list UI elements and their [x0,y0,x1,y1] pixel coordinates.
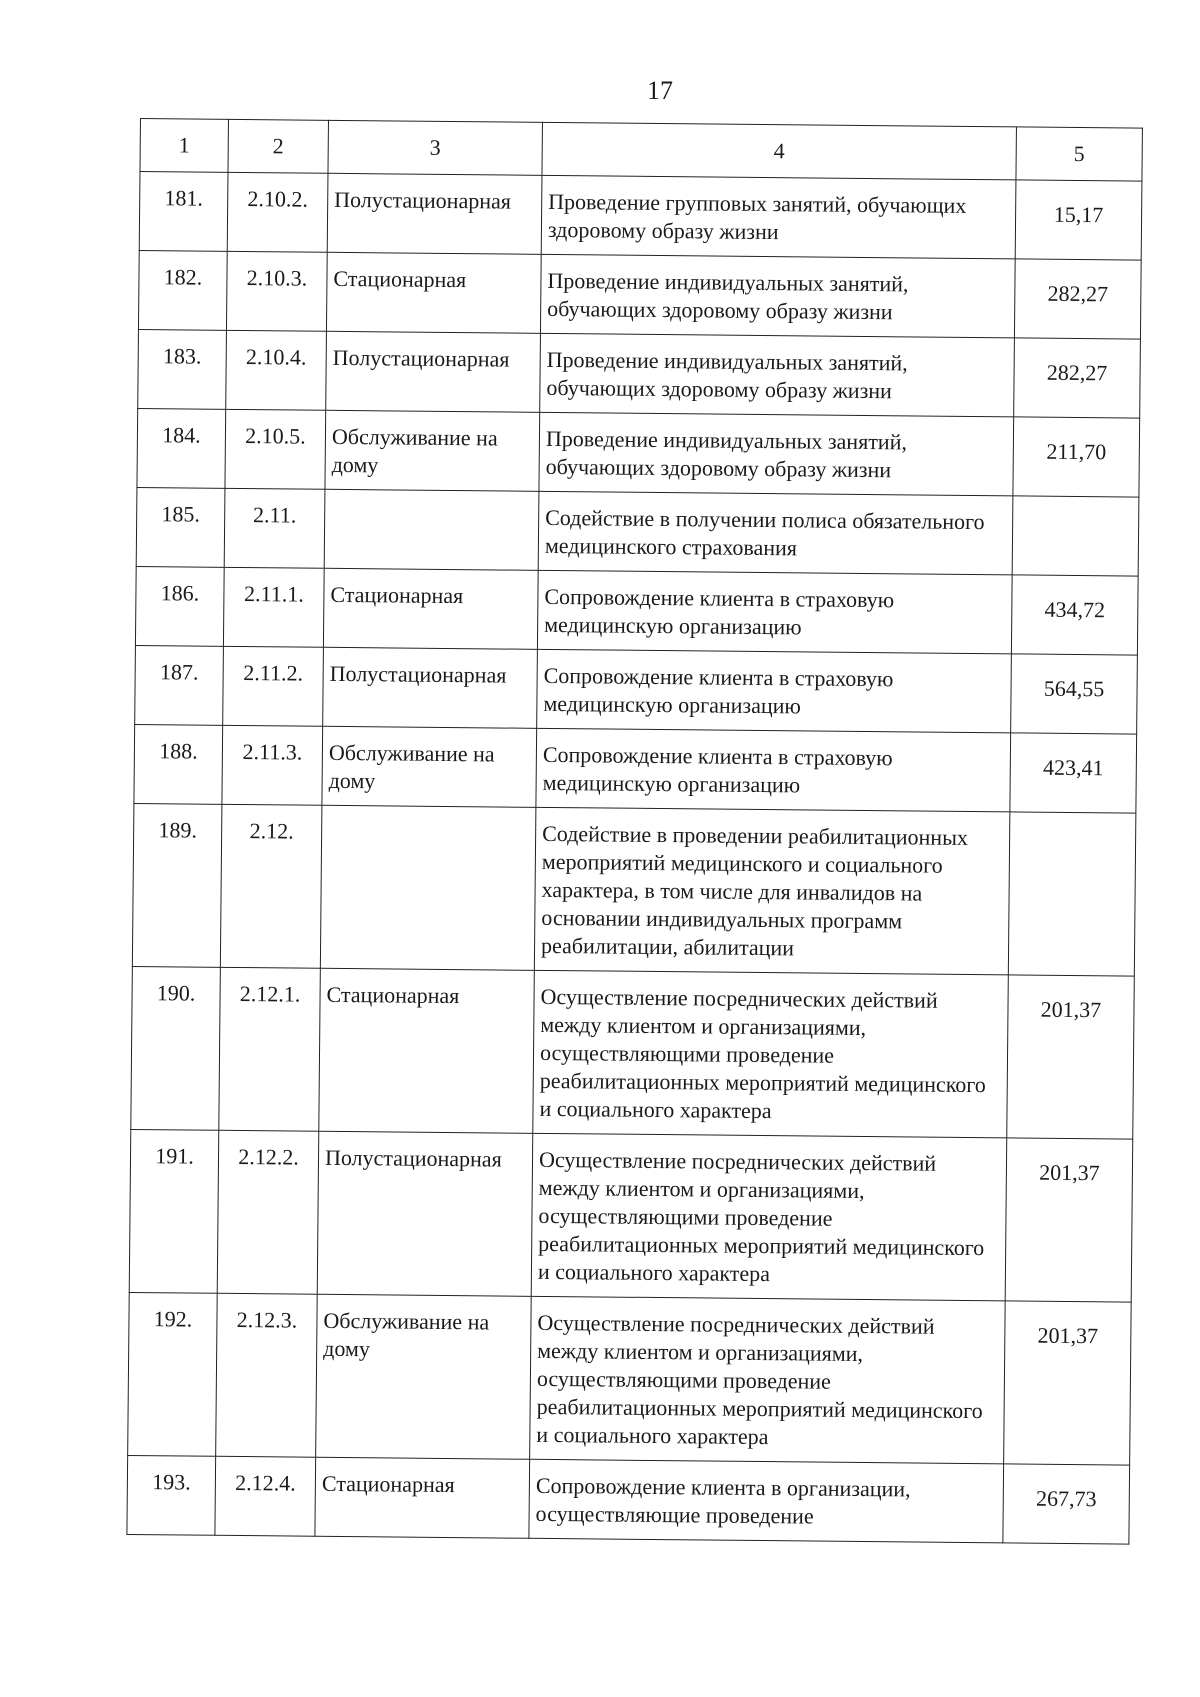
service-form: Стационарная [326,252,541,333]
table-row [128,1292,1132,1465]
service-description: Сопровождение клиента в страховую медицинскую организацию [537,570,1012,654]
table-row [135,645,1138,734]
service-description: Осуществление посреднических действий между клиентом и организациями, осуществляющими проведение реабилитационных мероприятий медицинского и социального характера [530,1296,1006,1464]
service-code: 2.11. [224,488,325,568]
table-body [127,172,1142,1545]
row-number: 188. [134,724,223,804]
service-price: 434,72 [1011,575,1138,655]
service-price: 201,37 [1007,975,1135,1139]
row-number: 193. [127,1455,216,1535]
service-code: 2.11.1. [223,567,324,647]
table-row [131,966,1135,1139]
row-number: 186. [135,566,224,646]
service-form: Стационарная [323,568,538,649]
table-row [138,329,1141,418]
header-col-3: 3 [328,120,542,175]
page-number: 17 [647,76,673,105]
service-code: 2.10.4. [226,330,327,410]
row-number: 192. [128,1292,218,1456]
header-row [140,119,1142,182]
service-description: Сопровождение клиента в страховую медицинскую организацию [537,649,1012,733]
table-row [132,803,1136,976]
services-table-wrapper [126,118,1142,1545]
service-price: 267,73 [1003,1464,1130,1544]
service-description: Проведение групповых занятий, обучающих здоровому образу жизни [541,175,1016,259]
header-col-4: 4 [542,122,1016,180]
table-row [135,566,1138,655]
header-col-2: 2 [228,119,329,173]
service-form: Полустационарная [327,173,542,254]
row-number: 181. [139,172,228,252]
service-price [1008,812,1136,976]
service-form [324,489,539,570]
service-description: Содействие в проведении реабилитационных мероприятий медицинского и социального характера, в том числе для инвалидов на основании индивидуальных программ реабилитации, абилитации [534,807,1010,975]
service-code: 2.12. [220,804,322,968]
service-form: Обслуживание на дому [325,410,540,491]
table-row [127,1455,1130,1544]
row-number: 189. [132,803,222,967]
service-code: 2.10.5. [225,409,326,489]
table-row [134,724,1137,813]
service-description: Осуществление посреднических действий между клиентом и организациями, осуществляющими проведение реабилитационных мероприятий медицинского и социального характера [533,970,1009,1138]
table-row [139,172,1142,261]
table-row [129,1129,1133,1302]
service-price: 282,27 [1014,259,1141,339]
service-form: Полустационарная [326,331,541,412]
service-code: 2.10.3. [226,251,327,331]
row-number: 187. [135,645,224,725]
service-description: Проведение индивидуальных занятий, обучающих здоровому образу жизни [540,333,1015,417]
service-code: 2.11.3. [222,725,323,805]
row-number: 185. [136,487,225,567]
service-form [320,805,536,970]
service-code: 2.12.2. [217,1130,319,1294]
header-col-1: 1 [140,119,229,173]
service-form: Обслуживание на дому [322,726,537,807]
table-row [137,408,1140,497]
service-description: Осуществление посреднических действий между клиентом и организациями, осуществляющими проведение реабилитационных мероприятий медицинского и социального характера [531,1133,1007,1301]
service-form: Стационарная [319,968,535,1133]
table-header [140,119,1142,182]
service-code: 2.12.3. [216,1293,318,1457]
service-price: 201,37 [1005,1138,1133,1302]
service-form: Полустационарная [317,1131,533,1296]
service-description: Сопровождение клиента в страховую медицинскую организацию [536,728,1011,812]
service-price: 282,27 [1014,338,1141,418]
service-form: Стационарная [315,1457,530,1538]
service-price: 211,70 [1013,417,1140,497]
table-row [136,487,1139,576]
service-description: Содействие в получении полиса обязательного медицинского страхования [538,491,1013,575]
service-form: Полустационарная [323,647,538,728]
row-number: 182. [138,250,227,330]
row-number: 183. [138,329,227,409]
services-table [126,118,1143,1545]
service-price: 423,41 [1010,733,1137,813]
service-description: Сопровождение клиента в организации, осуществляющие проведение [529,1459,1004,1543]
service-code: 2.10.2. [227,172,328,252]
table-row [138,250,1141,339]
service-price: 201,37 [1004,1301,1132,1465]
service-form: Обслуживание на дому [316,1294,532,1459]
service-code: 2.12.4. [215,1456,316,1536]
service-description: Проведение индивидуальных занятий, обучающих здоровому образу жизни [539,412,1014,496]
service-code: 2.12.1. [219,967,321,1131]
service-description: Проведение индивидуальных занятий, обучающих здоровому образу жизни [540,254,1015,338]
service-code: 2.11.2. [223,646,324,726]
header-col-5: 5 [1016,127,1143,181]
row-number: 191. [129,1129,219,1293]
row-number: 190. [131,966,221,1130]
service-price: 564,55 [1011,654,1138,734]
service-price [1012,496,1139,576]
service-price: 15,17 [1015,180,1142,260]
row-number: 184. [137,408,226,488]
